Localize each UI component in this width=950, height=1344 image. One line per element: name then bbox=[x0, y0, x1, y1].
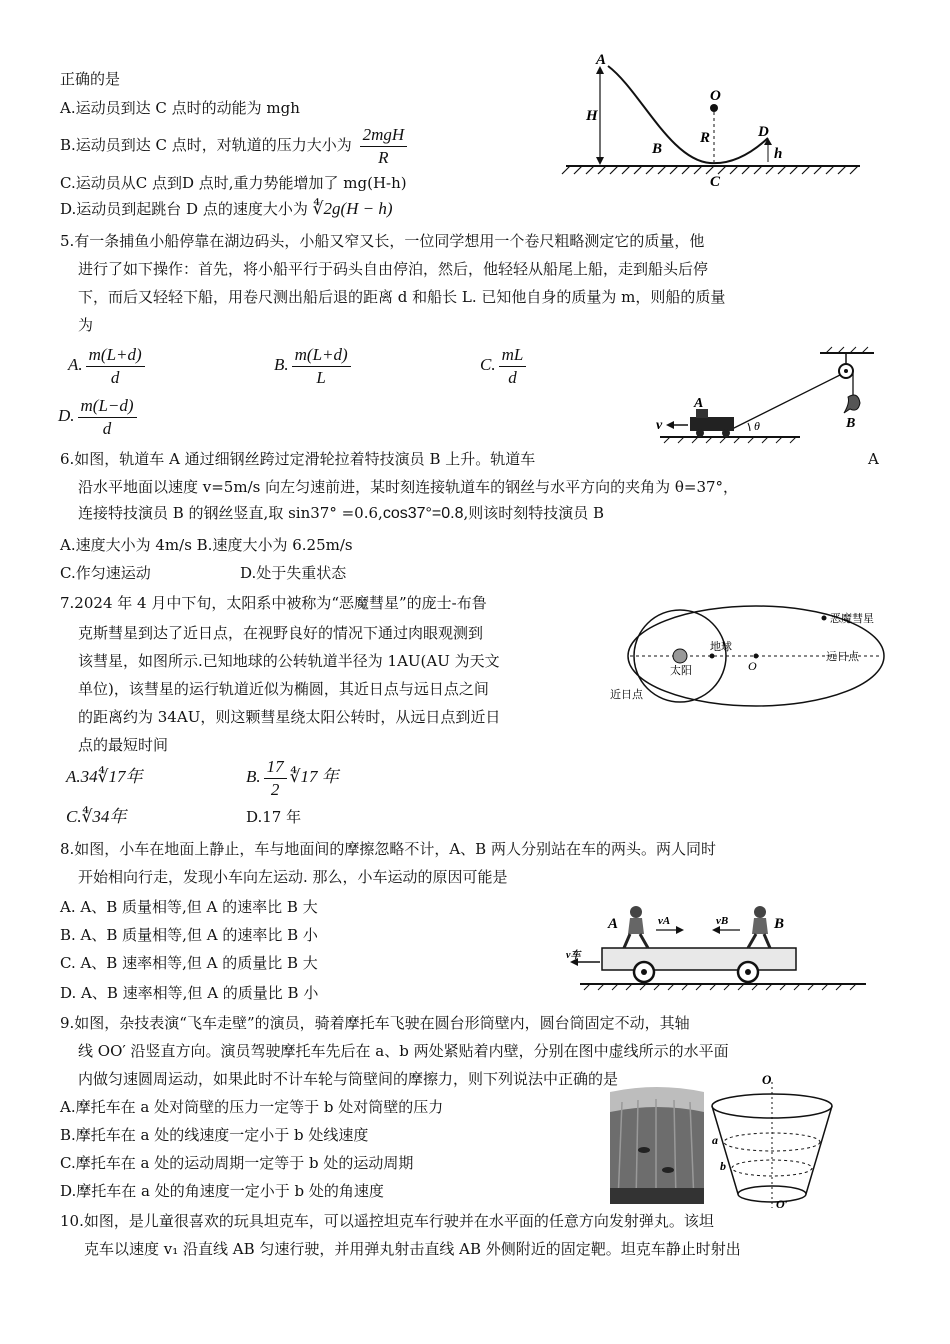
q6-fig-label-b: B bbox=[846, 416, 856, 431]
q6-stem-line-2: 沿水平地面以速度 v=5m/s 向左匀速前进，某时刻连接轨道车的钢丝与水平方向的夹角为 θ=37°， bbox=[78, 478, 739, 496]
q4-option-b-numerator: 2mgH bbox=[360, 124, 408, 147]
q7-sun bbox=[673, 649, 687, 663]
q4-fig-label-a: A bbox=[596, 52, 607, 68]
q7-option-c: C.∜34年 bbox=[66, 807, 127, 826]
q7-option-b-numerator: 17 bbox=[264, 756, 287, 779]
q9-stem-line-1: 9.如图，杂技表演“飞车走壁”的演员，骑着摩托车飞驶在圆台形筒壁内，圆台筒固定不动，其轴 bbox=[60, 1014, 690, 1032]
q6-option-ab: A.速度大小为 4m/s B.速度大小为 6.25m/s bbox=[60, 536, 353, 554]
q9-stem-line-2: 线 OO′ 沿竖直方向。演员驾驶摩托车先后在 a、b 两处紧贴着内壁，分别在图中虚线所示的水平面 bbox=[78, 1042, 729, 1060]
q6-stem-line-3-a: 连接特技演员 B 的钢丝竖直,取 sin37° =0.6, bbox=[78, 504, 383, 522]
q4-option-d-expression: ∜2g(H − h) bbox=[312, 199, 393, 218]
q5-option-c-label: C. bbox=[480, 355, 496, 374]
q5-stem-line-4: 为 bbox=[78, 316, 94, 334]
q6-option-d: D.处于失重状态 bbox=[240, 564, 347, 582]
q4-option-b-denominator: R bbox=[378, 147, 389, 167]
q9-stem-line-3: 内做匀速圆周运动，如果此时不计车轮与筒壁间的摩擦力，则下列说法中正确的是 bbox=[78, 1070, 619, 1088]
q8-stem-line-1: 8.如图，小车在地面上静止，车与地面间的摩擦忽略不计，A、B 两人分别站在车的两头。两人同时 bbox=[60, 840, 716, 858]
q7-option-b-rest: ∜17 年 bbox=[289, 767, 339, 786]
q5-stem-line-1: 5.有一条捕鱼小船停靠在湖边码头，小船又窄又长，一位同学想用一个卷尺粗略测定它的质量，他 bbox=[60, 232, 705, 250]
q7-option-d: D.17 年 bbox=[246, 808, 302, 826]
q5-option-d-denominator: d bbox=[102, 418, 112, 438]
q4-track-figure bbox=[560, 50, 900, 190]
q4-center-point-o bbox=[710, 104, 718, 112]
q4-fig-label-c: C bbox=[710, 174, 721, 190]
q7-stem-line-1: 7.2024 年 4 月中下旬，太阳系中被称为“恶魔彗星”的庞士-布鲁 bbox=[60, 594, 487, 612]
q8-fig-label-a: A bbox=[608, 916, 619, 932]
q9-option-b: B.摩托车在 a 处的线速度一定小于 b 处线速度 bbox=[60, 1126, 369, 1144]
q7-stem-line-4: 单位)，该彗星的运行轨道近似为椭圆，其近日点与远日点之间 bbox=[78, 680, 489, 698]
q7-stem-line-2: 克斯彗星到达了近日点，在视野良好的情况下通过肉眼观测到 bbox=[78, 624, 484, 642]
q6-stem-line-1-tail: A bbox=[868, 450, 879, 468]
q4-option-d-text: D.运动员到起跳台 D 点的速度大小为 bbox=[60, 200, 308, 218]
q7-fig-label-earth: 地球 bbox=[710, 641, 732, 653]
q5-option-d-numerator: m(L−d) bbox=[78, 395, 137, 418]
q8-fig-label-b: B bbox=[774, 916, 785, 932]
q7-center-o bbox=[754, 654, 759, 659]
q5-option-c-denominator: d bbox=[508, 367, 517, 387]
q8-option-d: D. A、B 速率相等,但 A 的质量比 B 小 bbox=[60, 984, 319, 1002]
q7-option-a: A.34∜17年 bbox=[66, 767, 143, 786]
q5-stem-line-3: 下，而后又轻轻下船，用卷尺测出船后退的距离 d 和船长 L. 已知他自身的质量为 m，则船的质量 bbox=[78, 288, 726, 306]
q7-fig-label-o: O bbox=[748, 659, 757, 673]
q6-stem-line-3-b: ,则该时刻特技演员 B bbox=[463, 504, 605, 522]
q8-option-a: A. A、B 质量相等,但 A 的速率比 B 大 bbox=[60, 898, 318, 916]
q4-ground-hatch bbox=[562, 166, 858, 174]
q6-stem-line-1: 6.如图，轨道车 A 通过细钢丝跨过定滑轮拉着特技演员 B 上升。轨道车 bbox=[60, 450, 536, 468]
q10-stem-line-2: 克车以速度 v₁ 沿直线 AB 匀速行驶，并用弹丸射击直线 AB 外侧附近的固定靶。坦克车静止时射出 bbox=[84, 1240, 741, 1258]
q5-option-b-label: B. bbox=[274, 355, 289, 374]
q8-fig-label-vb: vB bbox=[716, 915, 729, 927]
q4-fig-label-d: D bbox=[758, 124, 769, 140]
q6-stem-line-3 bbox=[78, 502, 604, 525]
q9-fig-label-o-prime: O′ bbox=[776, 1197, 789, 1210]
q5-option-a-label: A. bbox=[68, 355, 83, 374]
q5-option-b bbox=[274, 342, 354, 388]
q7-fig-label-sun: 太阳 bbox=[670, 665, 692, 677]
q8-stem-line-2: 开始相向行走，发现小车向左运动. 那么，小车运动的原因可能是 bbox=[78, 868, 508, 886]
q8-option-b: B. A、B 质量相等,但 A 的速率比 B 小 bbox=[60, 926, 318, 944]
q5-option-d-label: D. bbox=[58, 406, 75, 425]
q7-option-b bbox=[246, 754, 339, 800]
q5-option-b-numerator: m(L+d) bbox=[292, 344, 351, 367]
q4-option-b-text: B.运动员到达 C 点时，对轨道的压力大小为 bbox=[60, 136, 352, 154]
q5-option-a-fraction bbox=[86, 344, 145, 389]
q8-person-a bbox=[624, 906, 648, 948]
q8-cart-figure bbox=[560, 900, 900, 994]
q7-stem-line-5: 的距离约为 34AU，则这颗彗星绕太阳公转时，从远日点到近日 bbox=[78, 708, 501, 726]
q4-option-c: C.运动员从C 点到D 点时,重力势能增加了 mg(H-h) bbox=[60, 174, 407, 192]
q9-fig-label-o: O bbox=[762, 1072, 772, 1087]
q8-fig-label-vcart: v车 bbox=[566, 950, 581, 961]
q8-fig-label-va: vA bbox=[658, 915, 671, 927]
q4-fig-label-h-big: H bbox=[586, 108, 598, 124]
q7-stem-line-3: 该彗星，如图所示.已知地球的公转轨道半径为 1AU(AU 为天文 bbox=[78, 652, 500, 670]
q7-fig-label-aphelion: 远日点 bbox=[826, 651, 859, 663]
q7-option-b-fraction bbox=[264, 756, 287, 801]
q5-option-a bbox=[68, 342, 148, 388]
q7-comet bbox=[822, 616, 827, 621]
q4-fig-label-b: B bbox=[652, 141, 663, 157]
q5-option-d bbox=[58, 393, 140, 439]
q7-option-b-label: B. bbox=[246, 767, 261, 786]
q5-option-c bbox=[480, 342, 529, 388]
q5-option-c-numerator: mL bbox=[499, 344, 527, 367]
q6-wire-to-car bbox=[728, 375, 840, 431]
q5-stem-line-2: 进行了如下操作：首先，将小船平行于码头自由停泊，然后，他轻轻从船尾上船，走到船头后停 bbox=[78, 260, 709, 278]
q8-person-b bbox=[748, 906, 770, 948]
q6-fig-label-a: A bbox=[694, 396, 704, 411]
q9-option-c: C.摩托车在 a 处的运动周期一定等于 b 处的运动周期 bbox=[60, 1154, 414, 1172]
q5-option-b-fraction bbox=[292, 344, 351, 389]
q4-fig-label-r: R bbox=[700, 130, 711, 146]
q4-option-b bbox=[60, 122, 410, 168]
q7-fig-label-comet: 恶魔彗星 bbox=[830, 613, 874, 625]
q9-option-a: A.摩托车在 a 处对筒壁的压力一定等于 b 处对筒壁的压力 bbox=[60, 1098, 444, 1116]
q10-stem-line-1: 10.如图，是儿童很喜欢的玩具坦克车，可以遥控坦克车行驶并在水平面的任意方向发射弹丸。该坦 bbox=[60, 1212, 714, 1230]
q4-option-b-fraction bbox=[360, 124, 408, 169]
q4-fig-label-h-small: h bbox=[774, 146, 783, 162]
q4-stem-tail: 正确的是 bbox=[60, 70, 121, 88]
q5-option-d-fraction bbox=[78, 395, 137, 440]
q4-option-d bbox=[60, 198, 393, 220]
q7-option-b-denominator: 2 bbox=[270, 779, 280, 799]
q6-rail-car-a bbox=[690, 417, 734, 431]
q9-option-d: D.摩托车在 a 处的角速度一定小于 b 处的角速度 bbox=[60, 1182, 384, 1200]
q6-stem-line-3-cos: cos37°=0.8 bbox=[382, 505, 464, 522]
q5-option-a-denominator: d bbox=[110, 367, 120, 387]
q9-fig-label-a: a bbox=[712, 1133, 718, 1147]
q6-pulley-figure bbox=[650, 345, 890, 445]
q6-performer-b bbox=[844, 395, 860, 413]
q7-orbit-figure bbox=[608, 598, 908, 710]
q4-fig-label-o: O bbox=[710, 88, 721, 104]
q8-cart-body bbox=[602, 948, 796, 970]
q9-fig-label-b: b bbox=[720, 1159, 726, 1173]
q7-stem-line-6: 点的最短时间 bbox=[78, 736, 169, 754]
q5-option-b-denominator: L bbox=[316, 367, 326, 387]
q8-option-c: C. A、B 速率相等,但 A 的质量比 B 大 bbox=[60, 954, 318, 972]
q6-fig-label-theta: θ bbox=[754, 419, 760, 433]
q5-option-a-numerator: m(L+d) bbox=[86, 344, 145, 367]
q6-fig-label-v: v bbox=[656, 418, 663, 433]
q7-fig-label-perihelion: 近日点 bbox=[610, 689, 643, 701]
q9-cone-figure bbox=[608, 1072, 894, 1210]
q6-option-c: C.作匀速运动 bbox=[60, 564, 151, 582]
q5-option-c-fraction bbox=[499, 344, 527, 389]
q4-option-a: A.运动员到达 C 点时的动能为 mgh bbox=[60, 99, 300, 117]
q4-track-curve bbox=[608, 66, 768, 163]
q7-earth bbox=[710, 654, 715, 659]
